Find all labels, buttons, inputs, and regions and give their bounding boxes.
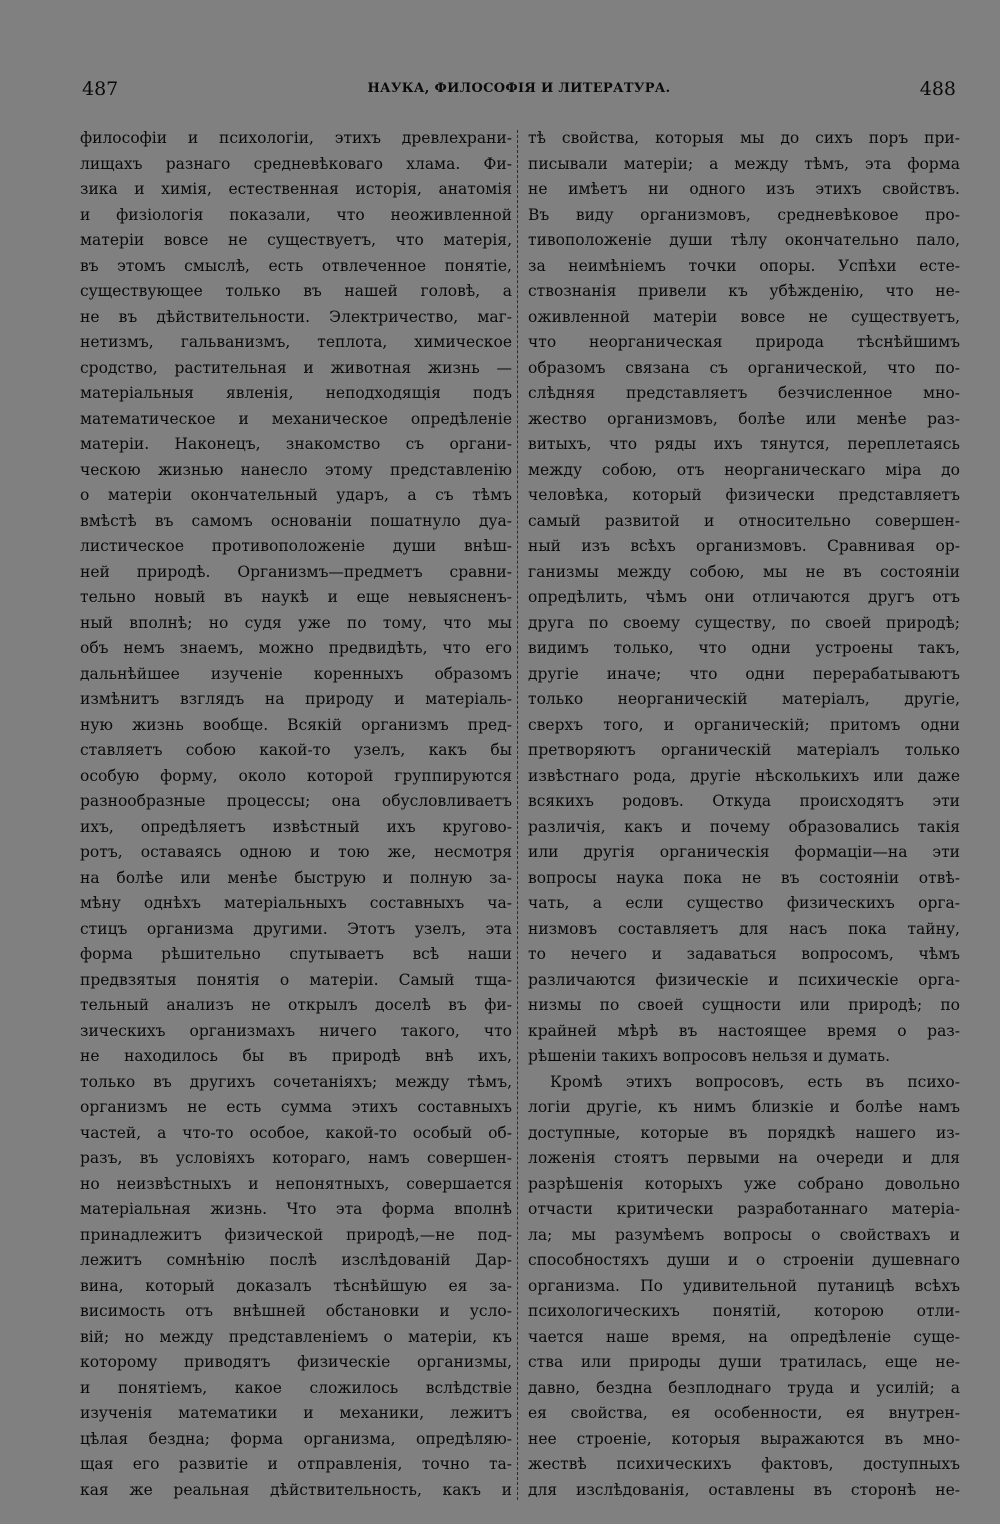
text-line: зика и химія, естественная исторія, анатомія (80, 180, 512, 198)
text-line: форма рѣшительно спутываетъ всѣ наши (80, 945, 512, 963)
text-line: изученія математики и механики, лежитъ (80, 1404, 512, 1422)
text-line: жествѣ психическихъ фактовъ, доступныхъ (528, 1455, 960, 1473)
text-line: образомъ связана съ органической, что по- (528, 358, 960, 377)
text-line: отчасти критически разработаннаго матеріа- (528, 1200, 960, 1218)
text-line: жество организмовъ, болѣе или менѣе раз- (528, 409, 960, 428)
page-number-left: 487 (82, 78, 119, 100)
text-line: щая его развитіе и отправленія, точно та- (80, 1455, 512, 1473)
text-line: принадлежитъ физической природѣ,—не под- (80, 1225, 512, 1244)
text-line: только неорганическій матеріалъ, другіе, (528, 690, 960, 708)
text-line: ставляетъ собою какой-то узелъ, какъ бы (80, 741, 512, 759)
running-title: НАУКА, ФИЛОСОФІЯ И ЛИТЕРАТУРА. (367, 81, 671, 96)
text-line: лищахъ разнаго средневѣковаго хлама. Фи- (80, 154, 512, 173)
text-line: предвзятыя понятія о матеріи. Самый тща- (80, 970, 512, 989)
text-line: чать, а если существо физическихъ орга- (528, 894, 960, 912)
text-line: висимость отъ внѣшней обстановки и усло- (80, 1302, 512, 1320)
text-line: опредѣлить, чѣмъ они отличаются другъ отъ (528, 588, 960, 606)
text-line: низмы по своей сущности или природѣ; по (528, 996, 960, 1014)
text-line: для изслѣдованія, оставлены въ сторонѣ не- (528, 1480, 960, 1499)
page-number-right: 488 (919, 78, 956, 100)
text-line: матеріи. Наконецъ, знакомство съ органи- (80, 435, 512, 453)
text-line: между собою, отъ неорганическаго міра до (528, 460, 960, 479)
text-line: другіе иначе; что одни перерабатываютъ (528, 664, 960, 683)
text-line: сверхъ того, и органическій; притомъ одни (528, 715, 960, 734)
text-line: ствознанія привели къ убѣжденію, что не- (528, 282, 960, 300)
column-divider (517, 130, 518, 1500)
text-line: что неорганическая природа тѣснѣйшимъ (528, 333, 960, 351)
text-line: различаются физическіе и психическіе орга- (528, 970, 960, 989)
text-line: писывали матеріи; а между тѣмъ, эта форма (528, 154, 960, 173)
text-line: кая же реальная дѣйствительность, какъ и (80, 1480, 512, 1499)
text-line: низмовъ составляетъ для насъ пока тайну, (528, 919, 960, 938)
text-line: различія, какъ и почему образовались такія (528, 817, 960, 836)
text-line: доступные, которые въ порядкѣ нашего из- (528, 1123, 960, 1142)
text-line: человѣка, который физически представляетъ (528, 486, 960, 504)
text-line: существующее только въ нашей головѣ, а (80, 282, 512, 300)
text-line: мѣну однѣхъ матеріальныхъ составныхъ ча- (80, 894, 512, 912)
left-text-column (80, 126, 512, 1503)
text-line: вопросы наука пока не въ состояніи отвѣ- (528, 868, 960, 887)
text-line: рѣшеніи такихъ вопросовъ нельзя и думать. (528, 1047, 891, 1065)
text-line: чается наше время, на опредѣленіе суще- (528, 1327, 960, 1346)
text-line: не въ дѣйствительности. Электричество, маг- (80, 307, 512, 326)
text-line: видимъ только, что одни устроены такъ, (528, 639, 960, 657)
text-line: ла; мы разумѣемъ вопросы о свойствахъ и (528, 1225, 960, 1244)
text-line: Кромѣ этихъ вопросовъ, есть въ психо- (550, 1072, 960, 1091)
text-line: ротъ, оставаясь одною и тою же, несмотря (80, 843, 512, 861)
text-line: стицъ организма другими. Этотъ узелъ, эта (80, 919, 512, 938)
text-line: разъ, въ условіяхъ котораго, намъ совершен- (80, 1149, 512, 1167)
text-line: ства или природы души тратилась, еще не- (528, 1353, 960, 1371)
text-line: самый развитой и относительно совершен- (528, 511, 960, 530)
text-line: матеріальныя явленія, неподходящія подъ (80, 384, 512, 402)
text-line: о матеріи окончательный ударъ, а съ тѣмъ (80, 486, 512, 504)
text-line: вина, который доказалъ тѣснѣйшую ея за- (80, 1276, 512, 1295)
text-line: ганизмы между собою, мы не въ состояніи (528, 562, 960, 581)
text-line: тивоположеніе души тѣлу окончательно пало, (528, 231, 960, 249)
text-line: нее строеніе, которыя выражаются въ мно- (528, 1429, 960, 1448)
text-line: не находилось бы въ природѣ внѣ ихъ, (80, 1047, 512, 1065)
text-line: ней природѣ. Организмъ—предметъ сравни- (80, 562, 512, 581)
text-line: зическихъ организмахъ ничего такого, что (80, 1021, 512, 1040)
text-line: тѣ свойства, которыя мы до сихъ поръ при- (528, 129, 960, 147)
text-line: лежитъ сомнѣнію послѣ изслѣдованій Дар- (80, 1251, 512, 1269)
text-line: всякихъ родовъ. Откуда происходятъ эти (528, 792, 960, 810)
text-line: ный вполнѣ; но судя уже по тому, что мы (80, 613, 512, 632)
text-line: тельно новый въ наукѣ и еще невыясненъ- (80, 588, 512, 606)
right-text-column (528, 126, 960, 1503)
text-line: психологическихъ понятій, которою отли- (528, 1302, 960, 1320)
text-line: объ немъ знаемъ, можно предвидѣть, что его (80, 639, 512, 657)
text-line: измѣнитъ взглядъ на природу и матеріаль- (80, 690, 512, 708)
text-line: слѣдняя представляетъ безчисленное мно- (528, 384, 960, 402)
text-line: матеріальная жизнь. Что эта форма вполнѣ (80, 1200, 512, 1218)
text-line: математическое и механическое опредѣленіе (80, 409, 512, 428)
text-line: вій; но между представленіемъ о матеріи, къ (80, 1327, 512, 1346)
text-line: разрѣшенія которыхъ уже собрано довольно (528, 1174, 960, 1193)
text-line: дальнѣйшее изученіе коренныхъ образомъ (80, 664, 512, 683)
text-line: сродство, растительная и животная жизнь — (80, 358, 512, 377)
text-line: философіи и психологіи, этихъ древлехрани- (80, 129, 512, 147)
text-line: въ этомъ смыслѣ, есть отвлеченное понятіе, (80, 256, 512, 275)
text-line: цѣлая бездна; форма организма, опредѣляю- (80, 1429, 512, 1448)
text-line: способностяхъ души и о строеніи душевнаго (528, 1251, 960, 1269)
text-line: ную жизнь вообще. Всякій организмъ пред- (80, 715, 512, 734)
text-line: друга по своему существу, по своей природѣ; (528, 613, 960, 632)
text-line: организмъ не есть сумма этихъ составныхъ (80, 1098, 512, 1116)
text-line: разнообразные процессы; она обусловливаетъ (80, 792, 512, 810)
page-header (82, 78, 956, 104)
text-line: организма. По удивительной путаницѣ всѣхъ (528, 1276, 960, 1295)
text-line: ихъ, опредѣляетъ извѣстный ихъ кругово- (80, 817, 512, 836)
text-line: Въ виду организмовъ, средневѣковое про- (528, 205, 960, 224)
text-line: не имѣетъ ни одного изъ этихъ свойствъ. (528, 180, 960, 198)
text-line: витыхъ, что ряды ихъ тянутся, переплетаясь (528, 435, 960, 453)
text-line: но неизвѣстныхъ и непонятныхъ, совершается (80, 1174, 512, 1193)
text-line: матеріи вовсе не существуетъ, что матерія, (80, 231, 512, 249)
text-line: ея свойства, ея особенности, ея внутрен- (528, 1404, 960, 1422)
text-line: на болѣе или менѣе быструю и полную за- (80, 868, 512, 887)
text-line: ческою жизнью нанесло этому представленію (80, 460, 512, 479)
text-line: нетизмъ, гальванизмъ, теплота, химическое (80, 333, 512, 351)
text-line: частей, а что-то особое, какой-то особый об- (80, 1123, 512, 1142)
text-line: за неимѣніемъ точки опоры. Успѣхи есте- (528, 256, 960, 275)
text-line: только въ другихъ сочетаніяхъ; между тѣмъ, (80, 1072, 512, 1091)
text-line: извѣстнаго рода, другіе нѣсколькихъ или даже (528, 766, 960, 785)
text-line: крайней мѣрѣ въ настоящее время о раз- (528, 1021, 960, 1040)
text-line: ный изъ всѣхъ организмовъ. Сравнивая ор- (528, 537, 960, 555)
text-line: то нечего и задаваться вопросомъ, чѣмъ (528, 945, 960, 963)
text-line: логіи другіе, къ нимъ близкіе и болѣе намъ (528, 1098, 960, 1116)
text-line: претворяютъ органическій матеріалъ только (528, 741, 960, 759)
text-line: и физіологія показали, что неоживленной (80, 205, 512, 224)
text-line: оживленной матеріи вовсе не существуетъ, (528, 307, 960, 326)
text-line: листическое противоположеніе души внѣш- (80, 537, 512, 555)
text-line: и понятіемъ, какое сложилось вслѣдствіе (80, 1378, 512, 1397)
text-line: особую форму, около которой группируются (80, 766, 512, 785)
text-line: давно, бездна безплоднаго труда и усилій; а (528, 1378, 960, 1397)
text-line: ложенія стоятъ первыми на очереди и для (528, 1149, 960, 1167)
text-line: тельный анализъ не открылъ доселѣ въ фи- (80, 996, 512, 1014)
text-line: которому приводятъ физическіе организмы, (80, 1353, 512, 1371)
text-line: или другія органическія формаціи—на эти (528, 843, 960, 861)
text-line: вмѣстѣ въ самомъ основаніи пошатнуло дуа- (80, 511, 512, 530)
